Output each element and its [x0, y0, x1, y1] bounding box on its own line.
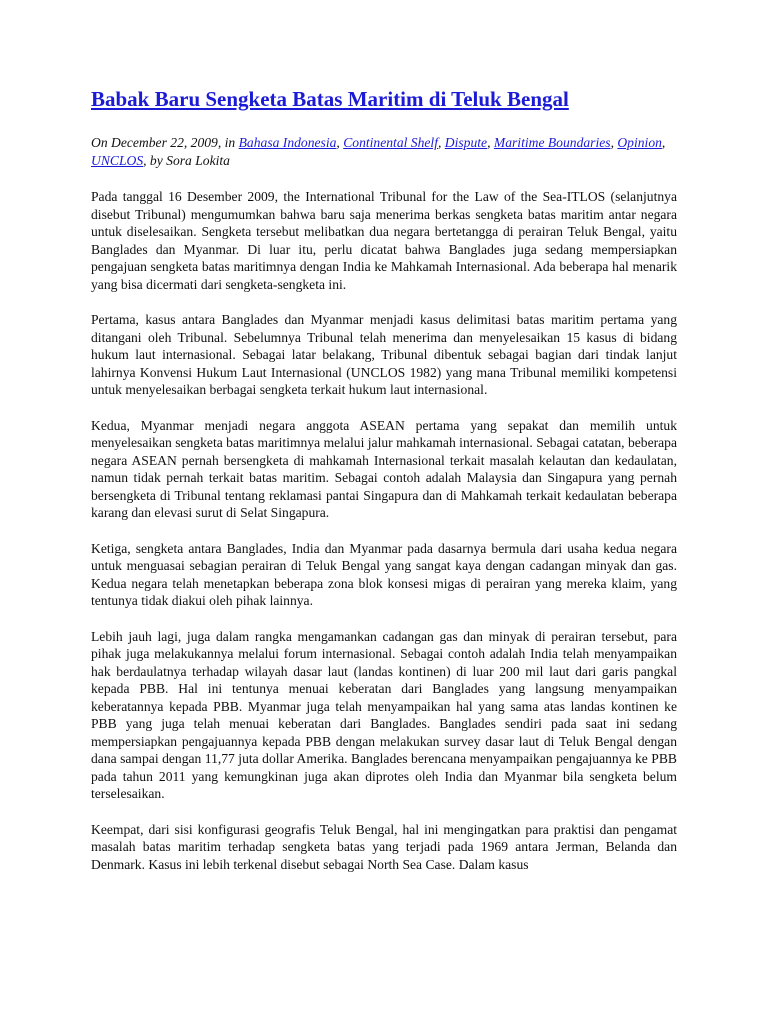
post-meta: [91, 134, 677, 169]
category-link-bahasa-indonesia[interactable]: Bahasa Indonesia: [238, 135, 337, 150]
meta-separator: ,: [610, 135, 618, 150]
category-link-continental-shelf[interactable]: Continental Shelf: [343, 135, 438, 150]
paragraph-keempat: Keempat, dari sisi konfigurasi geografis Teluk Bengal, hal ini mengingatkan para praktisi dan pengamat masalah batas maritim terhadap sengketa batas yang terjadi pada 1969 antara Jerman, Belanda dan Denmark. Kasus ini lebih terkenal disebut sebagai North Sea Case. Dalam kasus: [91, 821, 677, 872]
paragraph-intro: Pada tanggal 16 Desember 2009, the International Tribunal for the Law of the Sea-ITLOS (selanjutnya disebut Tribunal) mengumumkan bahwa baru saja menerima berkas sengketa batas maritim antar negara untuk diselesaikan. Sengketa tersebut melibatkan dua negara bertetangga di perairan Teluk Bengal, yaitu Banglades dan Myanmar. Di luar itu, perlu dicatat bahwa Banglades juga sedang mempersiapkan pengajuan sengketa batas maritimnya dengan India ke Mahkamah Internasional. Ada beberapa hal menarik yang bisa dicermati dari sengketa-sengketa ini.: [91, 189, 677, 292]
meta-separator: ,: [487, 135, 494, 150]
post-title-link[interactable]: Babak Baru Sengketa Batas Maritim di Teluk Bengal: [91, 87, 569, 111]
meta-separator: ,: [661, 135, 666, 150]
paragraph-lebih-jauh: Lebih jauh lagi, juga dalam rangka mengamankan cadangan gas dan minyak di perairan tersebut, para pihak juga melakukannya melalui forum internasional. Sebagai contoh adalah India telah menyampaikan hak berdaulatnya terhadap wilayah dasar laut (landas kontinen) di luar 200 mil laut dari garis pangkal kepada PBB. Hal ini tentunya menuai keberatan dari Banglades yang langsung menyampaikan keberatannya kepada PBB. Myanmar juga telah menyampaikan hal yang sama atas landas kontinen ke PBB yang juga telah menuai keberatan dari Banglades. Banglades sendiri pada saat ini sedang mempersiapkan pengajuannya kepada PBB dengan melakukan survey dasar laut di Teluk Bengal dengan dana sampai dengan 11,77 juta dollar Amerika. Banglades berencana menyampaikan pengajuannya ke PBB pada tahun 2011 yang kemungkinan juga akan diprotes oleh India dan Myanmar bila sengketa belum terselesaikan.: [91, 628, 677, 801]
category-link-unclos[interactable]: UNCLOS: [91, 152, 144, 168]
post-author: Sora Lokita: [166, 152, 230, 168]
post-date: On December 22, 2009, in: [91, 135, 239, 150]
paragraph-pertama: Pertama, kasus antara Banglades dan Myanmar menjadi kasus delimitasi batas maritim pertama yang ditangani oleh Tribunal. Sebelumnya Tribunal telah menerima dan menyelesaikan 15 kasus di bidang hukum laut internasional. Sebagai latar belakang, Tribunal dibentuk sebagai bagian dari tindak lanjut lahirnya Konvensi Hukum Laut Internasional (UNCLOS 1982) yang mana Tribunal memiliki kompetensi untuk menyelesaikan berbagai sengketa terkait hukum laut internasional.: [91, 312, 677, 397]
author-prefix: , by: [143, 152, 167, 168]
category-link-opinion[interactable]: Opinion: [617, 135, 662, 150]
article-body: [91, 188, 677, 873]
meta-separator: ,: [336, 135, 344, 150]
category-link-maritime-boundaries[interactable]: Maritime Boundaries: [493, 135, 611, 150]
category-link-dispute[interactable]: Dispute: [444, 135, 488, 150]
meta-separator: ,: [438, 135, 445, 150]
paragraph-ketiga: Ketiga, sengketa antara Banglades, India dan Myanmar pada dasarnya bermula dari usaha kedua negara untuk menguasai sebagian perairan di Teluk Bengal yang sangat kaya dengan cadangan minyak dan gas. Kedua negara telah menetapkan beberapa zona blok konsesi migas di perairan yang mereka klaim, yang tentunya tidak diakui oleh pihak lainnya.: [91, 540, 677, 608]
paragraph-kedua: Kedua, Myanmar menjadi negara anggota ASEAN pertama yang sepakat dan memilih untuk menyelesaikan sengketa batas maritimnya melalui jalur mahkamah internasional. Sebagai catatan, beberapa negara ASEAN pernah bersengketa di mahkamah Internasional terkait masalah kelautan dan kedaulatan, namun tidak pernah terkait batas maritim. Sebagai contoh adalah Malaysia dan Singapura yang pernah bersengketa di Tribunal tentang reklamasi pantai Singapura dan di Mahkamah terkait kedaulatan beberapa karang dan elevasi surut di Selat Singapura.: [91, 417, 677, 520]
